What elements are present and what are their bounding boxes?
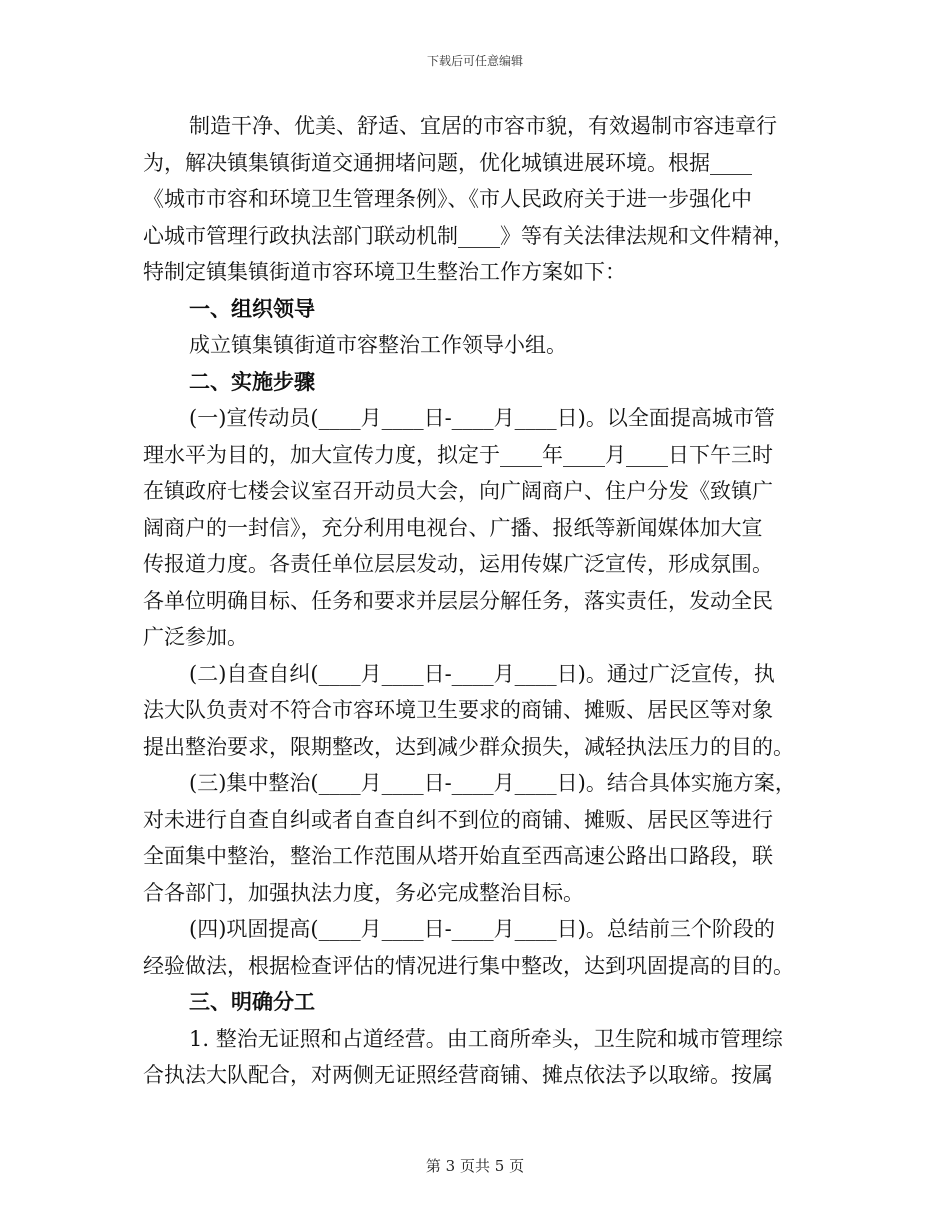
body-line: (四)巩固提高(____月____日-____月____日)。总结前三个阶段的 xyxy=(189,917,775,941)
body-line: 理水平为目的，加大宣传力度，拟定于____年____月____日下午三时 xyxy=(143,442,773,467)
body-line: 阔商户的一封信》，充分利用电视台、广播、报纸等新闻媒体加大宣 xyxy=(143,515,763,540)
body-line: 提出整治要求，限期整改，达到减少群众损失，减轻执法压力的目的。 xyxy=(143,734,794,759)
body-line: 各单位明确目标、任务和要求并层层分解任务，落实责任，发动全民 xyxy=(143,588,773,613)
section-heading-steps: 二、实施步骤 xyxy=(189,368,315,394)
body-line: 合执法大队配合，对两侧无证照经营商铺、摊点依法予以取缔。按属 xyxy=(143,1063,773,1087)
body-line: 经验做法，根据检查评估的情况进行集中整改，达到巩固提高的目的。 xyxy=(143,953,794,978)
body-line: 制造干净、优美、舒适、宜居的市容市貌，有效遏制市容违章行 xyxy=(189,114,777,138)
body-line: 全面集中整治，整治工作范围从塔开始直至西高速公路出口路段，联 xyxy=(143,844,773,868)
body-line: (一)宣传动员(____月____日-____月____日)。以全面提高城市管 xyxy=(189,406,775,430)
body-line: 广泛参加。 xyxy=(143,625,248,649)
body-line: (二)自查自纠(____月____日-____月____日)。通过广泛宣传，执 xyxy=(189,661,775,686)
page-footer: 第 3 页共 5 页 xyxy=(425,1157,525,1175)
section-heading-division: 三、明确分工 xyxy=(189,989,315,1014)
body-line: 在镇政府七楼会议室召开动员大会，向广阔商户、住户分发《致镇广 xyxy=(143,479,773,503)
document-body xyxy=(143,108,807,1094)
body-line: 心城市管理行政执法部门联动机制____》等有关法律法规和文件精神， xyxy=(143,223,794,248)
body-line: 对未进行自查自纠或者自查自纠不到位的商铺、摊贩、居民区等进行 xyxy=(143,807,773,832)
body-line: 合各部门，加强执法力度，务必完成整治目标。 xyxy=(143,880,584,905)
body-line: 特制定镇集镇街道市容环境卫生整治工作方案如下： xyxy=(143,260,626,284)
body-line: 传报道力度。各责任单位层层发动，运用传媒广泛宣传，形成氛围。 xyxy=(143,552,773,576)
body-line: 成立镇集镇街道市容整治工作领导小组。 xyxy=(189,333,567,357)
body-line: 1. 整治无证照和占道经营。由工商所牵头，卫生院和城市管理综 xyxy=(189,1026,783,1051)
section-heading-organization: 一、组织领导 xyxy=(189,295,315,321)
page-header: 下载后可任意编辑 xyxy=(426,54,523,68)
body-line: 《城市市容和环境卫生管理条例》、《市人民政府关于进一步强化中 xyxy=(143,187,752,211)
body-line: (三)集中整治(____月____日-____月____日)。结合具体实施方案， xyxy=(189,771,796,795)
body-line: 为，解决镇集镇街道交通拥堵问题，优化城镇进展环境。根据____ xyxy=(143,150,752,175)
body-line: 法大队负责对不符合市容环境卫生要求的商铺、摊贩、居民区等对象 xyxy=(143,698,773,722)
